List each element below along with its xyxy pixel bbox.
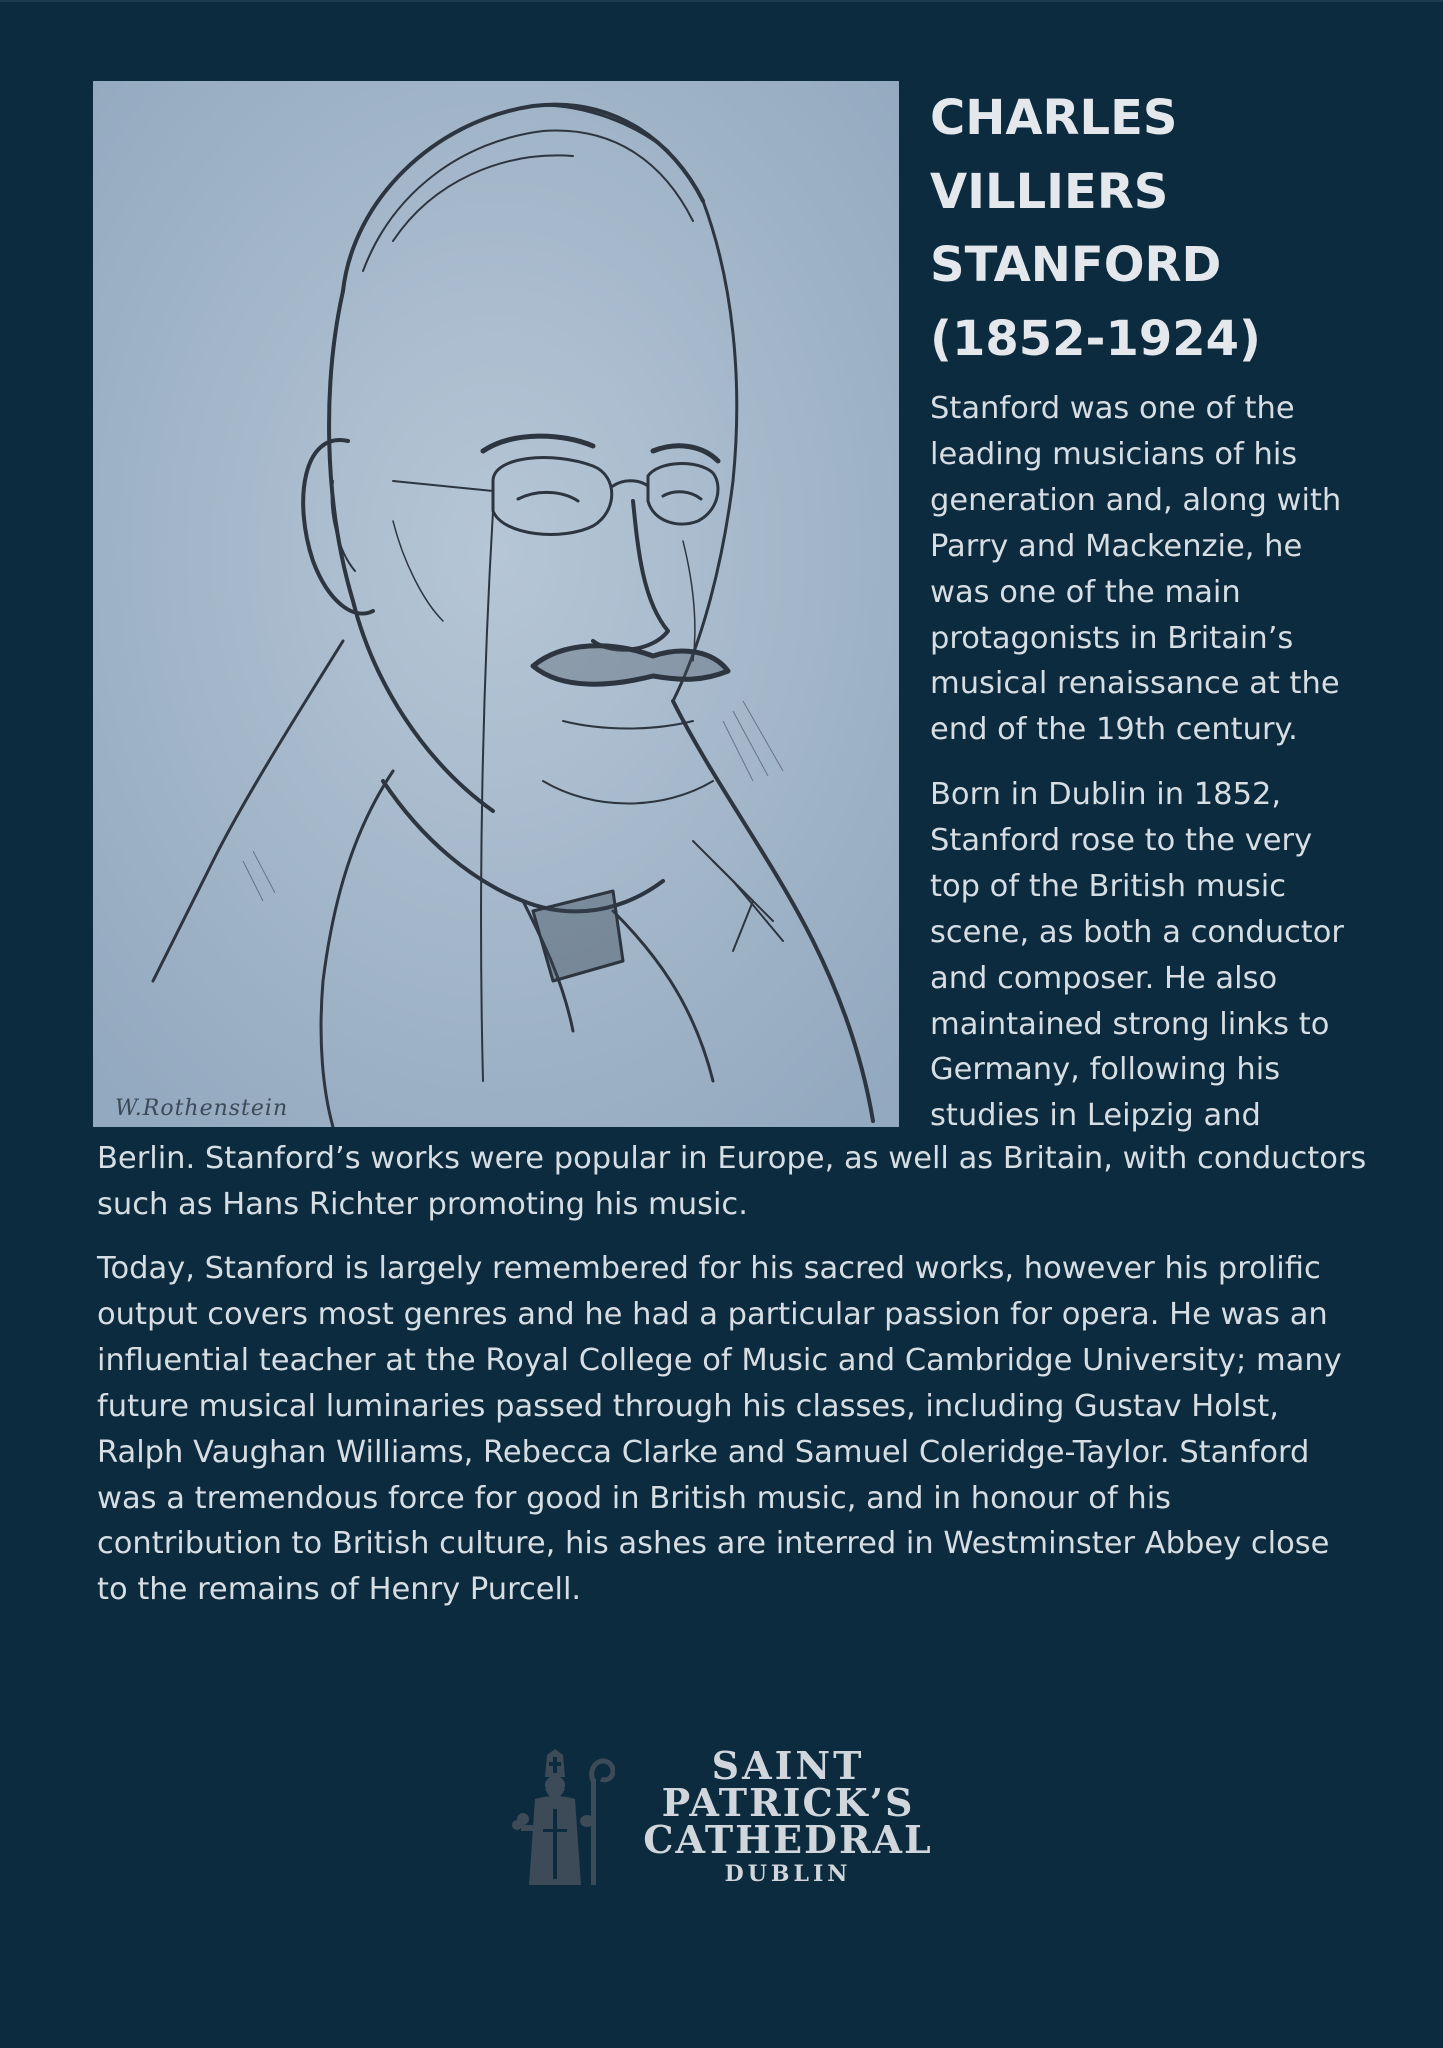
- text-line: studies in Leipzig and: [930, 1098, 1261, 1134]
- text-line: was a tremendous force for good in British music, and in honour of his: [97, 1480, 1172, 1516]
- paragraph-3: [97, 1246, 1407, 1613]
- text-line: protagonists in Britain’s: [930, 620, 1294, 656]
- portrait-sketch-icon: [93, 81, 899, 1127]
- text-line: scene, as both a conductor: [930, 914, 1344, 950]
- text-line: Born in Dublin in 1852,: [930, 777, 1282, 812]
- text-line: Berlin. Stanford’s works were popular in Europe, as well as Britain, with conductors: [97, 1141, 1367, 1176]
- portrait-signature: W.Rothenstein: [115, 1096, 289, 1121]
- text-line: leading musicians of his: [930, 436, 1298, 472]
- text-line: future musical luminaries passed through his classes, including Gustav Holst,: [97, 1388, 1279, 1424]
- text-line: end of the 19th century.: [930, 712, 1298, 748]
- logo-line-saint: SAINT: [711, 1743, 865, 1788]
- text-line: Today, Stanford is largely remembered for his sacred works, however his prolific: [97, 1251, 1321, 1286]
- title-line: STANFORD: [930, 237, 1222, 293]
- text-line: such as Hans Richter promoting his music.: [97, 1186, 748, 1222]
- title-line: (1852-1924): [930, 310, 1261, 367]
- text-line: generation and, along with: [930, 482, 1342, 518]
- text-line: top of the British music: [930, 868, 1286, 904]
- text-line: Stanford rose to the very: [930, 822, 1313, 858]
- text-line: Ralph Vaughan Williams, Rebecca Clarke and Samuel Coleridge-Taylor. Stanford: [97, 1434, 1310, 1470]
- text-line: influential teacher at the Royal College of Music and Cambridge University; many: [97, 1342, 1342, 1378]
- top-border: [0, 0, 1443, 2]
- text-line: musical renaissance at the: [930, 666, 1340, 702]
- page-title: [930, 82, 1400, 376]
- logo-line-dublin: DUBLIN: [724, 1861, 852, 1887]
- text-line: and composer. He also: [930, 960, 1278, 996]
- title-line: CHARLES: [930, 90, 1178, 146]
- paragraph-2-continued: [97, 1136, 1407, 1228]
- paragraph-1: [930, 386, 1400, 753]
- portrait-image: [93, 81, 899, 1127]
- cathedral-logo: [505, 1743, 945, 1893]
- text-line: contribution to British culture, his ashes are interred in Westminster Abbey close: [97, 1526, 1330, 1562]
- text-line: Parry and Mackenzie, he: [930, 528, 1303, 564]
- paragraph-2-column: [930, 772, 1400, 1139]
- text-line: Germany, following his: [930, 1052, 1281, 1088]
- text-line: Stanford was one of the: [930, 391, 1295, 426]
- logo-line-cathedral: CATHEDRAL: [643, 1817, 933, 1862]
- text-line: output covers most genres and he had a particular passion for opera. He was an: [97, 1296, 1328, 1332]
- text-line: was one of the main: [930, 574, 1241, 610]
- saint-patrick-emblem-icon: [505, 1749, 615, 1889]
- text-line: to the remains of Henry Purcell.: [97, 1572, 582, 1608]
- logo-line-patricks: PATRICK’S: [661, 1780, 915, 1825]
- title-line: VILLIERS: [930, 163, 1169, 220]
- text-line: maintained strong links to: [930, 1006, 1330, 1042]
